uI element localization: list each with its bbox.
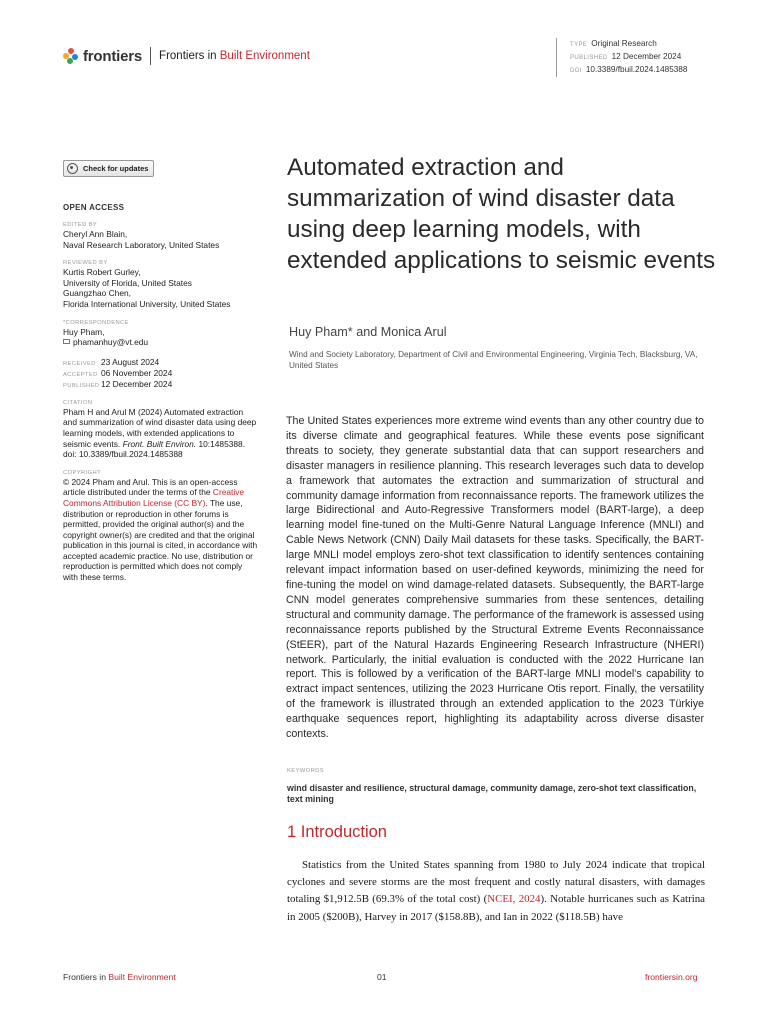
meta-doi: DOI 10.3389/fbuil.2024.1485388 [570,65,688,74]
abstract: The United States experiences more extreme wind events than any other country due to its diverse climate and geographical features. While these events pose significant threats to society, they generate substantial data that can support researchers and disaster managers in resilience planning. This research leverages such data to develop a framework that automates the extraction and summarization of structural and community damage information from reconnaissance reports. The framework utilizes the large Bidirectional and Auto-Regressive Transformers model (BART-large), a deep learning model fine-tuned on the Multi-Genre Natural Language Inference (MNLI) and Cable News Network (CNN) Daily Mail datasets for these tasks. Specifically, the BART-large MNLI model employs zero-shot text classification to identify sentences containing relevant impact information based on user-defined keywords, minimizing the need for fine-tuning the model on wind damage-related datasets. Subsequently, the BART-large CNN model generates comprehensive summaries from these sentences, detailing structural and community damage. The performance of the framework is assessed using reconnaissance reports published by the Structural Extreme Events Reconnaissance (StEER), part of the Natural Hazards Engineering Research Infrastructure (NHERI) network. Particularly, the initial evaluation is conducted with the 2022 Hurricane Ian report. This is followed by a verification of the BART-large MNLI model's capability to extract impact sentences, utilizing the 2023 Hurricane Otis report. Finally, the versatility of the framework is illustrated through an extended application to the 2023 Türkiye earthquake sequences report, highlighting its adaptability across diverse disaster contexts. [286,415,704,741]
update-icon [67,163,78,174]
dates: RECEIVED 23 August 2024 ACCEPTED 06 November 2024 PUBLISHED 12 December 2024 [63,356,173,389]
intro-paragraph: Statistics from the United States spanning from 1980 to July 2024 indicate that tropical cyclones and severe storms are the most frequent and costly natural disasters, with damages totaling $1,912.5B (69.3% of the total cost) (NCEI, 2024). Notable hurricanes such as Katrina in 2005 ($200B), Harvey in 2017 ($158.8B), and Ian in 2022 ($118.5B) have [287,859,706,923]
reviewed-by: REVIEWED BY Kurtis Robert Gurley, University of Florida, United States Guangzhao Chen, Florida International University, United States [63,260,231,309]
page-number: 01 [377,972,387,982]
open-access-label: OPEN ACCESS [63,203,125,212]
keywords: wind disaster and resilience, structural damage, community damage, zero-shot text classification, text mining [287,783,697,804]
footer-journal: Frontiers in Built Environment [63,972,176,982]
check-for-updates-button[interactable]: Check for updates [63,160,154,177]
section-heading: 1 Introduction [287,823,387,841]
meta-type: TYPE Original Research [570,39,657,48]
correspondence: *CORRESPONDENCE Huy Pham, phamanhuy@vt.edu [63,319,259,348]
logo-wordmark: frontiers [83,47,143,65]
footer-site-link[interactable]: frontiersin.org [645,972,698,982]
meta-published: PUBLISHED 12 December 2024 [570,52,682,61]
article-meta [556,38,687,77]
sidebar [63,160,259,583]
copyright: COPYRIGHT © 2024 Pham and Arul. This is an open-access article distributed under the terms of the Creative Commons Attribution License (CC BY). The use, distribution or reproduction in other forums is permitted, provided the original author(s) and the copyright owner(s) are credited and that the original publication in this journal is cited, in accordance with accepted academic practice. No use, distribution or reproduction is permitted which does not comply with these terms. [63,469,258,583]
journal-name: Frontiers in Built Environment [159,50,310,62]
frontiers-logo-icon [63,48,79,64]
mail-icon [63,339,70,344]
edited-by: EDITED BY Cheryl Ann Blain, Naval Research Laboratory, United States [63,222,220,250]
email-link[interactable]: phamanhuy@vt.edu [63,337,259,348]
frontiers-logo[interactable] [63,47,310,65]
citation: CITATION Pham H and Arul M (2024) Automated extraction and summarization of wind disaster data using deep learning models, with extended applications to seismic events. Front. Built Environ. 10:1485388. doi: 10.3389/fbuil.2024.1485388 [63,399,257,460]
reference-link[interactable]: NCEI, 2024 [487,893,541,906]
header-divider [150,47,151,65]
license-link[interactable]: Creative Commons Attribution License (CC BY) [63,487,245,508]
keywords-label: KEYWORDS [287,768,325,774]
affiliation: Wind and Society Laboratory, Department of Civil and Environmental Engineering, Virginia Tech, Blacksburg, VA, United States [289,350,698,370]
authors: Huy Pham* and Monica Arul [289,325,447,339]
article-title: Automated extraction and summarization of wind disaster data using deep learning models, with extended applications to seismic events [287,154,716,274]
